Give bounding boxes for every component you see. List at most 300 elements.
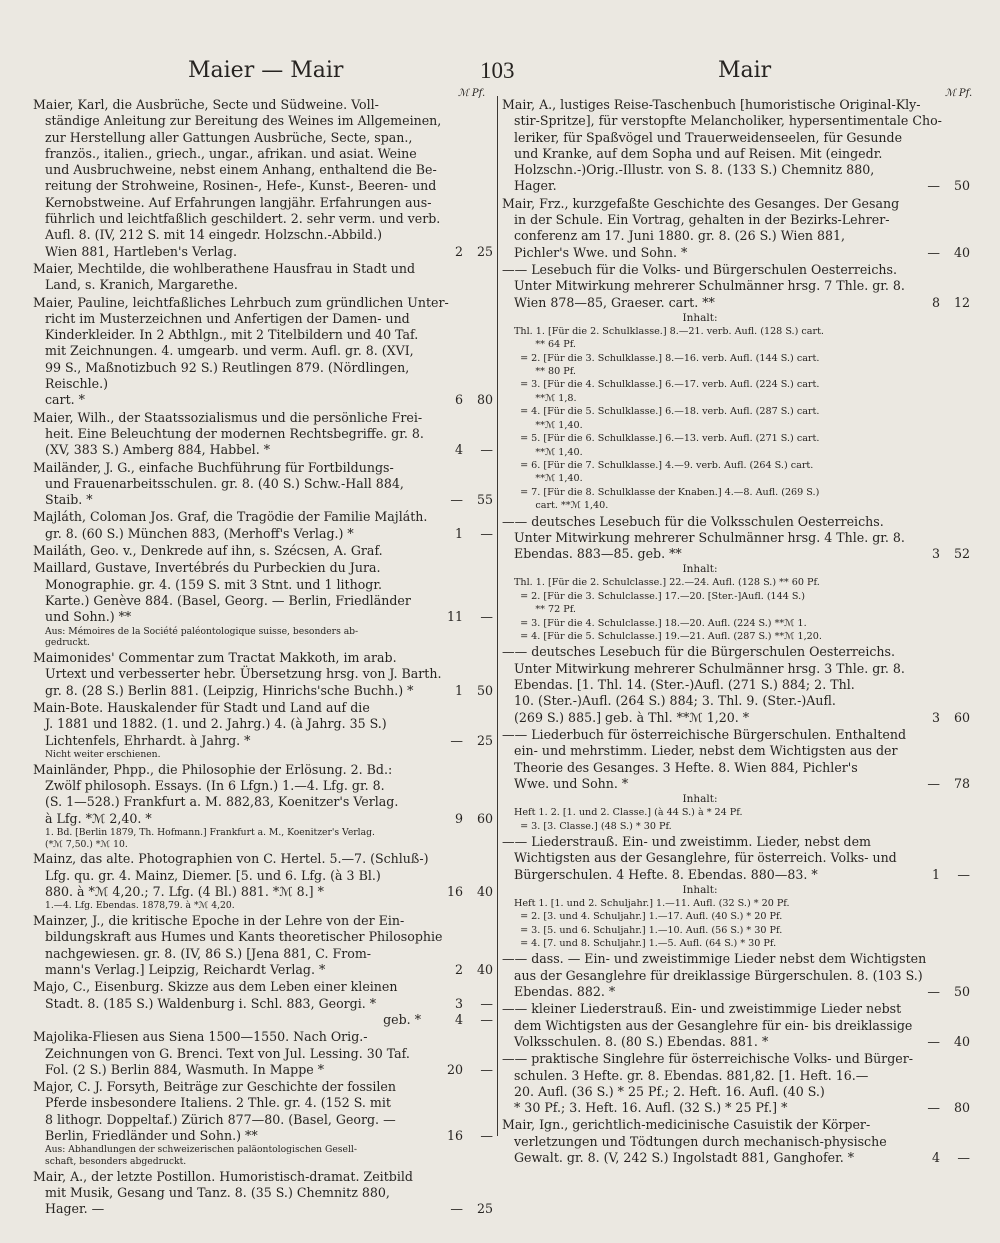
entry-text: Wwe. und Sohn. * xyxy=(514,775,629,791)
entry-text: gr. 8. (60 S.) München 883, (Merhoff's Verlag.) * xyxy=(45,525,354,541)
entry-line xyxy=(502,743,970,759)
entry-text: und Sohn.) ** xyxy=(45,609,132,625)
catalog-entry xyxy=(33,762,493,851)
price-pfennig: — xyxy=(480,609,493,625)
entry-line xyxy=(502,196,970,212)
entry-text: Gewalt. gr. 8. (V, 242 S.) Ingolstadt 881, Ganghofer. * xyxy=(514,1150,855,1166)
price-marks: 4 xyxy=(454,442,463,458)
entry-price xyxy=(421,996,493,1012)
entry-text: gr. 8. (28 S.) Berlin 881. (Leipzig, Hinrichs'sche Buchh.) * xyxy=(45,682,414,698)
entry-text: Zeichnungen von G. Brenci. Text von Jul. Lessing. 30 Taf. xyxy=(45,1045,410,1061)
entry-line xyxy=(33,1062,493,1078)
entry-text: Mainländer, Phpp., die Philosophie der Erlösung. 2. Bd.: xyxy=(33,761,393,777)
entry-line xyxy=(33,130,493,146)
entry-price xyxy=(421,962,493,978)
price-marks: 2 xyxy=(454,962,463,978)
entry-line xyxy=(33,996,493,1012)
left-column xyxy=(33,96,493,1218)
price-pfennig: — xyxy=(480,995,493,1011)
entry-line xyxy=(502,661,970,677)
price-pfennig: 25 xyxy=(476,243,493,259)
entry-line xyxy=(33,683,493,699)
entry-line xyxy=(33,1095,493,1111)
entry-line xyxy=(502,1100,970,1116)
entry-line xyxy=(502,295,970,311)
price-marks: — xyxy=(927,1033,940,1049)
entry-text: heit. Eine Beleuchtung der modernen Rechtsbegriffe. gr. 8. xyxy=(45,425,424,441)
entry-text: —— Lesebuch für die Volks- und Bürgerschulen Oesterreichs. xyxy=(502,261,897,277)
price-pfennig: — xyxy=(957,866,970,882)
catalog-entry xyxy=(33,295,493,409)
price-pfennig: 40 xyxy=(953,244,970,260)
entry-line xyxy=(33,1201,493,1217)
price-pfennig: — xyxy=(480,1128,493,1143)
price-pfennig: — xyxy=(480,442,493,458)
entry-line xyxy=(33,277,493,293)
entry-text: dem Wichtigsten aus der Gesanglehre für ein- bis dreiklassige xyxy=(514,1017,913,1033)
price-pfennig: 40 xyxy=(476,884,493,900)
entry-text: (XV, 383 S.) Amberg 884, Habbel. * xyxy=(45,442,270,458)
entry-line xyxy=(502,178,970,194)
entry-line xyxy=(502,867,970,883)
entry-price xyxy=(421,733,493,749)
page-number: 103 xyxy=(480,58,515,83)
entry-line xyxy=(502,1084,970,1100)
entry-line xyxy=(33,962,493,978)
catalog-entry xyxy=(33,700,493,761)
entry-price xyxy=(421,492,493,508)
price-marks: — xyxy=(927,1100,940,1116)
entry-line xyxy=(502,1018,970,1034)
entry-text: Maier, Karl, die Ausbrüche, Secte und Südweine. Voll- xyxy=(33,97,379,112)
catalog-entry xyxy=(33,1169,493,1218)
price-marks: 16 xyxy=(446,884,463,900)
entry-line xyxy=(502,776,970,792)
entry-line xyxy=(33,577,493,593)
entry-text: leriker, für Spaßvögel und Trauerweidenseelen, für Gesunde xyxy=(514,129,903,145)
price-marks: — xyxy=(927,984,940,1000)
entry-price xyxy=(421,1201,493,1217)
entry-line xyxy=(33,146,493,162)
price-pfennig: 12 xyxy=(953,294,970,310)
price-marks: 3 xyxy=(454,995,463,1011)
entry-price xyxy=(898,984,970,1000)
catalog-entry xyxy=(502,834,970,951)
entry-text: und Ausbruchweine, nebst einem Anhang, enthaltend die Be- xyxy=(45,162,437,178)
entry-line xyxy=(33,1185,493,1201)
entry-text: Wien 881, Hartleben's Verlag. xyxy=(45,243,237,259)
entry-line xyxy=(33,360,493,376)
contents-line: ** 64 Pf. xyxy=(514,339,576,351)
contents-line: = 5. [Für die 6. Schulklasse.] 6.—13. verb. Aufl. (271 S.) cart. xyxy=(514,433,820,445)
entry-line xyxy=(33,195,493,211)
price-marks: 1 xyxy=(454,525,463,541)
entry-text: 8 lithogr. Doppeltaf.) Zürich 877—80. (Basel, Georg. — xyxy=(45,1111,396,1127)
price-marks: 11 xyxy=(446,609,463,625)
entry-line xyxy=(502,834,970,850)
price-pfennig: 25 xyxy=(476,732,493,748)
entry-line xyxy=(33,543,493,559)
price-marks: 16 xyxy=(446,1128,463,1143)
contents-line: = 3. [Für die 4. Schulclasse.] 18.—20. Aufl. (224 S.) **ℳ 1. xyxy=(514,617,807,629)
entry-line xyxy=(502,644,970,660)
catalog-entry xyxy=(33,979,493,1028)
entry-text: Pferde insbesondere Italiens. 2 Thle. gr. 4. (152 S. mit xyxy=(45,1095,391,1111)
entry-note: 1.—4. Lfg. Ebendas. 1878,79. à *ℳ 4,20. xyxy=(45,900,235,912)
entry-price xyxy=(898,245,970,261)
contents-line: = 4. [Für die 5. Schulclasse.] 19.—21. Aufl. (287 S.) **ℳ 1,20. xyxy=(514,631,822,643)
entry-text: (S. 1—528.) Frankfurt a. M. 882,83, Koenitzer's Verlag. xyxy=(45,794,399,810)
entry-text: Mair, A., lustiges Reise-Taschenbuch [humoristische Original-Kly- xyxy=(502,97,921,112)
entry-line xyxy=(502,278,970,294)
entry-text: Aufl. 8. (IV, 212 S. mit 14 eingedr. Holzschn.-Abbild.) xyxy=(45,227,382,243)
entry-text: 99 S., Maßnotizbuch 92 S.) Reutlingen 879. (Nördlingen, xyxy=(45,359,410,375)
entry-note: 1. Bd. [Berlin 1879, Th. Hofmann.] Frankfurt a. M., Koenitzer's Verlag. xyxy=(45,826,375,838)
price-pfennig: 25 xyxy=(476,1201,493,1217)
price-marks: — xyxy=(450,1201,463,1217)
entry-line xyxy=(33,1169,493,1185)
catalog-entry xyxy=(502,196,970,261)
entry-price xyxy=(421,1062,493,1078)
entry-line xyxy=(33,476,493,492)
entry-line xyxy=(33,178,493,194)
catalog-entry xyxy=(33,97,493,260)
entry-text: Bürgerschulen. 4 Hefte. 8. Ebendas. 880—83. * xyxy=(514,866,818,882)
entry-text: Ebendas. [1. Thl. 14. (Ster.-)Aufl. (271 S.) 884; 2. Thl. xyxy=(514,677,855,693)
entry-line xyxy=(502,245,970,261)
entry-line xyxy=(502,113,970,129)
entry-line xyxy=(33,460,493,476)
entry-text: —— dass. — Ein- und zweistimmige Lieder nebst dem Wichtigsten xyxy=(502,951,927,967)
contents-line: = 4. [7. und 8. Schuljahr.] 1.—5. Aufl. (64 S.) * 30 Pf. xyxy=(514,938,777,950)
entry-text: Unter Mitwirkung mehrerer Schulmänner hrsg. 7 Thle. gr. 8. xyxy=(514,278,905,294)
contents-line: = 2. [Für die 3. Schulklasse.] 8.—16. verb. Aufl. (144 S.) cart. xyxy=(514,352,820,364)
entry-text: Wien 878—85, Graeser. cart. ** xyxy=(514,294,715,310)
entry-text: Mailáth, Geo. v., Denkrede auf ihn, s. Szécsen, A. Graf. xyxy=(33,543,383,559)
entry-text: richt im Musterzeichnen und Anfertigen der Damen- und xyxy=(45,310,410,326)
entry-line xyxy=(33,376,493,392)
entry-line xyxy=(33,700,493,716)
entry-price xyxy=(898,1034,970,1050)
catalog-entry xyxy=(502,1051,970,1116)
price-marks: 6 xyxy=(454,392,463,408)
contents-line: = 3. [Für die 4. Schulklasse.] 6.—17. verb. Aufl. (224 S.) cart. xyxy=(514,379,820,391)
entry-line xyxy=(502,677,970,693)
entry-text: Lichtenfels, Ehrhardt. à Jahrg. * xyxy=(45,732,251,748)
entry-line xyxy=(33,1079,493,1095)
entry-text: und Kranke, auf dem Sopha und auf Reisen. Mit (eingedr. xyxy=(514,145,883,161)
price-marks: 1 xyxy=(931,866,940,882)
entry-text: —— deutsches Lesebuch für die Bürgerschulen Oesterreichs. xyxy=(502,644,895,660)
entry-line xyxy=(33,261,493,277)
entry-text: französ., italien., griech., ungar., afrikan. und asiat. Weine xyxy=(45,145,417,161)
entry-line xyxy=(33,1128,493,1144)
entry-line xyxy=(502,162,970,178)
entry-text: Ebendas. 883—85. geb. ** xyxy=(514,546,682,562)
entry-line xyxy=(33,666,493,682)
entry-text: Mailänder, J. G., einfache Buchführung für Fortbildungs- xyxy=(33,459,394,475)
entry-text: conferenz am 17. Juni 1880. gr. 8. (26 S.) Wien 881, xyxy=(514,228,846,244)
entry-text: Main-Bote. Hauskalender für Stadt und Land auf die xyxy=(33,699,370,715)
contents-heading: Inhalt: xyxy=(682,311,718,324)
entry-price xyxy=(898,546,970,562)
entry-text: Mainz, das alte. Photographien von C. Hertel. 5.—7. (Schluß-) xyxy=(33,851,429,867)
entry-text: Mainzer, J., die kritische Epoche in der Lehre von der Ein- xyxy=(33,913,405,929)
entry-text: Fol. (2 S.) Berlin 884, Wasmuth. In Mappe * xyxy=(45,1061,325,1077)
entry-text: cart. * xyxy=(45,392,85,408)
catalog-entry xyxy=(33,560,493,649)
contents-heading: Inhalt: xyxy=(682,563,718,576)
entry-text: stir-Spritze], für verstopfte Melancholiker, hypersentimentale Cho- xyxy=(514,113,942,129)
entry-line xyxy=(33,311,493,327)
entry-text: —— Liederstrauß. Ein- und zweistimm. Lieder, nebst dem xyxy=(502,833,871,849)
contents-line: = 3. [5. und 6. Schuljahr.] 1.—10. Aufl. (56 S.) * 30 Pf. xyxy=(514,924,783,936)
entry-line xyxy=(502,760,970,776)
entry-note: Nicht weiter erschienen. xyxy=(45,748,161,760)
entry-text: bildungskraft aus Humes und Kants theoretischer Philosophie xyxy=(45,929,443,945)
entry-line xyxy=(33,778,493,794)
entry-note: schaft, besonders abgedruckt. xyxy=(45,1156,187,1168)
entry-price xyxy=(421,683,493,699)
entry-line xyxy=(33,526,493,542)
entry-text: Volksschulen. 8. (80 S.) Ebendas. 881. * xyxy=(514,1033,769,1049)
entry-text: nachgewiesen. gr. 8. (IV, 86 S.) [Jena 881, C. From- xyxy=(45,945,372,961)
price-pfennig: 60 xyxy=(953,709,970,725)
entry-text: Theorie des Gesanges. 3 Hefte. 8. Wien 884, Pichler's xyxy=(514,759,858,775)
entry-line xyxy=(33,733,493,749)
entry-line xyxy=(502,1051,970,1067)
entry-text: führlich und leichtfaßlich geschildert. 2. sehr verm. und verb. xyxy=(45,211,441,227)
entry-line xyxy=(33,1029,493,1045)
entry-text: à Lfg. *ℳ 2,40. * xyxy=(45,810,152,826)
entry-line xyxy=(33,851,493,867)
running-head-right: Mair xyxy=(718,58,772,83)
entry-text: Ebendas. 882. * xyxy=(514,984,616,1000)
price-pfennig: — xyxy=(957,1150,970,1166)
entry-text: Monographie. gr. 4. (159 S. mit 3 Stnt. und 1 lithogr. xyxy=(45,576,383,592)
entry-text: Land, s. Kranich, Margarethe. xyxy=(45,277,238,293)
entry-text: —— Liederbuch für österreichische Bürgerschulen. Enthaltend xyxy=(502,726,907,742)
entry-price xyxy=(421,244,493,260)
entry-line xyxy=(33,327,493,343)
currency-mark-left: ℳ Pf. xyxy=(458,88,486,99)
entry-line xyxy=(502,514,970,530)
contents-line: = 7. [Für die 8. Schulklasse der Knaben.] 4.—8. Aufl. (269 S.) xyxy=(514,486,820,498)
entry-text: —— kleiner Liederstrauß. Ein- und zweistimmige Lieder nebst xyxy=(502,1001,902,1017)
entry-line xyxy=(502,1068,970,1084)
contents-line: **ℳ 1,40. xyxy=(514,419,583,431)
price-pfennig: 60 xyxy=(476,810,493,826)
entry-text: Maier, Pauline, leichtfaßliches Lehrbuch zum gründlichen Unter- xyxy=(33,294,449,310)
entry-price xyxy=(421,1012,493,1028)
entry-line xyxy=(33,884,493,900)
entry-line xyxy=(502,968,970,984)
entry-note: Aus: Abhandlungen der schweizerischen paläontologischen Gesell- xyxy=(45,1144,357,1156)
entry-text: zur Herstellung aller Gattungen Ausbrüche, Secte, span., xyxy=(45,129,413,145)
entry-text: verletzungen und Tödtungen durch mechanisch-physische xyxy=(514,1133,887,1149)
entry-price xyxy=(898,710,970,726)
catalog-entry xyxy=(33,509,493,542)
entry-text: aus der Gesanglehre für dreiklassige Bürgerschulen. 8. (103 S.) xyxy=(514,967,923,983)
entry-text: ein- und mehrstimm. Lieder, nebst dem Wichtigsten aus der xyxy=(514,743,898,759)
right-column xyxy=(502,96,970,1166)
entry-price xyxy=(421,392,493,408)
entry-price xyxy=(421,811,493,827)
price-pfennig: 40 xyxy=(953,1033,970,1049)
entry-note: gedruckt. xyxy=(45,637,90,649)
entry-note: (*ℳ 7,50.) *ℳ 10. xyxy=(45,838,128,850)
price-marks: 4 xyxy=(454,1011,463,1027)
entry-line xyxy=(33,426,493,442)
entry-text: Pichler's Wwe. und Sohn. * xyxy=(514,244,688,260)
entry-line xyxy=(33,1112,493,1128)
entry-text: Maier, Mechtilde, die wohlberathene Hausfrau in Stadt und xyxy=(33,260,416,276)
entry-line xyxy=(33,410,493,426)
catalog-entry xyxy=(502,262,970,513)
entry-text: Mair, A., der letzte Postillon. Humoristisch-dramat. Zeitbild xyxy=(33,1168,413,1184)
entry-text: Kernobstweine. Auf Erfahrungen langjähr. Erfahrungen aus- xyxy=(45,194,432,210)
entry-line xyxy=(33,97,493,113)
entry-line xyxy=(502,212,970,228)
catalog-entry xyxy=(33,1079,493,1168)
entry-text: Hager. xyxy=(514,178,557,194)
entry-text: Majláth, Coloman Jos. Graf, die Tragödie der Familie Majláth. xyxy=(33,509,428,525)
entry-price xyxy=(898,295,970,311)
entry-line xyxy=(33,794,493,810)
catalog-entry xyxy=(502,1001,970,1050)
catalog-entry xyxy=(33,851,493,912)
entry-text: (269 S.) 885.] geb. à Thl. **ℳ 1,20. * xyxy=(514,709,750,725)
entry-text: Major, C. J. Forsyth, Beiträge zur Geschichte der fossilen xyxy=(33,1079,396,1095)
catalog-entry xyxy=(33,460,493,509)
column-divider xyxy=(497,96,498,1136)
contents-heading: Inhalt: xyxy=(682,793,718,806)
catalog-entry xyxy=(502,644,970,725)
entry-line xyxy=(33,442,493,458)
catalog-entry xyxy=(33,410,493,459)
entry-line xyxy=(33,509,493,525)
entry-line xyxy=(33,650,493,666)
catalog-entry xyxy=(502,1117,970,1166)
entry-line xyxy=(33,1046,493,1062)
entry-line xyxy=(33,211,493,227)
entry-line xyxy=(33,560,493,576)
entry-line xyxy=(33,929,493,945)
contents-line: = 2. [Für die 3. Schulclasse.] 17.—20. [Ster.-]Aufl. (144 S.) xyxy=(514,590,805,602)
entry-line xyxy=(502,262,970,278)
price-marks: — xyxy=(927,775,940,791)
entry-line xyxy=(33,979,493,995)
contents-line: Heft 1. [1. und 2. Schuljahr.] 1.—11. Aufl. (32 S.) * 20 Pf. xyxy=(514,897,790,909)
entry-line xyxy=(33,913,493,929)
catalog-entry xyxy=(33,543,493,559)
price-pfennig: 50 xyxy=(953,178,970,194)
entry-price xyxy=(898,776,970,792)
entry-line xyxy=(33,392,493,408)
catalog-entry xyxy=(33,261,493,294)
price-pfennig: 80 xyxy=(953,1100,970,1116)
catalog-entry xyxy=(502,97,970,195)
entry-text: reitung der Strohweine, Rosinen-, Hefe-, Kunst-, Beeren- und xyxy=(45,178,437,194)
entry-line xyxy=(502,146,970,162)
price-pfennig: 78 xyxy=(953,775,970,791)
entry-text: und Frauenarbeitsschulen. gr. 8. (40 S.) Schw.-Hall 884, xyxy=(45,475,404,491)
entry-line xyxy=(502,951,970,967)
price-marks: 8 xyxy=(931,294,940,310)
entry-line xyxy=(502,1034,970,1050)
contents-line: Thl. 1. [Für die 2. Schulclasse.] 22.—24. Aufl. (128 S.) ** 60 Pf. xyxy=(514,577,820,589)
entry-text: Holzschn.-)Orig.-Illustr. von S. 8. (133 S.) Chemnitz 880, xyxy=(514,162,875,178)
catalog-entry xyxy=(502,951,970,1000)
price-marks: 1 xyxy=(454,682,463,698)
entry-text: Berlin, Friedländer und Sohn.) ** xyxy=(45,1128,258,1143)
contents-line: Heft 1. 2. [1. und 2. Classe.] (à 44 S.) à * 24 Pf. xyxy=(514,807,743,819)
entry-line xyxy=(502,97,970,113)
entry-price xyxy=(421,442,493,458)
entry-line xyxy=(33,946,493,962)
entry-text: mit Zeichnungen. 4. umgearb. und verm. Aufl. gr. 8. (XVI, xyxy=(45,343,414,359)
contents-line: ** 72 Pf. xyxy=(514,604,576,616)
entry-line xyxy=(33,244,493,260)
contents-line: = 2. [3. und 4. Schuljahr.] 1.—17. Aufl. (40 S.) * 20 Pf. xyxy=(514,911,783,923)
price-pfennig: 52 xyxy=(953,546,970,562)
entry-line xyxy=(33,162,493,178)
entry-text: Urtext und verbesserter hebr. Übersetzung hrsg. von J. Barth. xyxy=(45,666,442,682)
price-marks: — xyxy=(927,244,940,260)
entry-line xyxy=(33,1012,493,1028)
price-marks: — xyxy=(450,492,463,508)
price-pfennig: 55 xyxy=(476,492,493,508)
entry-line xyxy=(502,546,970,562)
entry-line xyxy=(33,716,493,732)
entry-text: mit Musik, Gesang und Tanz. 8. (35 S.) Chemnitz 880, xyxy=(45,1185,390,1201)
contents-line: **ℳ 1,40. xyxy=(514,446,583,458)
entry-text: ständige Anleitung zur Bereitung des Weines im Allgemeinen, xyxy=(45,113,442,129)
entry-price xyxy=(421,1128,493,1144)
entry-note: Aus: Mémoires de la Société paléontologique suisse, besonders ab- xyxy=(45,625,359,637)
entry-text: Maimonides' Commentar zum Tractat Makkoth, im arab. xyxy=(33,650,397,666)
entry-price xyxy=(898,178,970,194)
entry-text: Mair, Frz., kurzgefaßte Geschichte des Gesanges. Der Gesang xyxy=(502,195,900,211)
entry-line xyxy=(33,113,493,129)
running-head-left: Maier — Mair xyxy=(188,58,344,83)
entry-text: Unter Mitwirkung mehrerer Schulmänner hrsg. 3 Thle. gr. 8. xyxy=(514,660,905,676)
entry-text: Maier, Wilh., der Staatssozialismus und die persönliche Frei- xyxy=(33,409,423,425)
price-marks: 20 xyxy=(446,1061,463,1077)
price-pfennig: 80 xyxy=(476,392,493,408)
entry-text: Karte.) Genève 884. (Basel, Georg. — Berlin, Friedländer xyxy=(45,592,411,608)
price-pfennig: — xyxy=(480,1061,493,1077)
entry-text: —— deutsches Lesebuch für die Volksschulen Oesterreichs. xyxy=(502,513,884,529)
entry-line xyxy=(502,850,970,866)
entry-line xyxy=(33,868,493,884)
entry-text: Zwölf philosoph. Essays. (In 6 Lfgn.) 1.—4. Lfg. gr. 8. xyxy=(45,777,385,793)
contents-line: = 3. [3. Classe.] (48 S.) * 30 Pf. xyxy=(514,820,672,832)
catalog-entry xyxy=(33,1029,493,1078)
entry-text: Reischle.) xyxy=(45,376,108,392)
entry-text: 10. (Ster.-)Aufl. (264 S.) 884; 3. Thl. 9. (Ster.-)Aufl. xyxy=(514,693,836,709)
entry-text: Mair, Ign., gerichtlich-medicinische Casuistik der Körper- xyxy=(502,1117,871,1133)
entry-line xyxy=(33,227,493,243)
entry-line xyxy=(33,811,493,827)
entry-text: Maillard, Gustave, Invertébrés du Purbeckien du Jura. xyxy=(33,560,381,576)
entry-line xyxy=(502,727,970,743)
entry-price xyxy=(898,867,970,883)
price-pfennig: — xyxy=(480,525,493,541)
entry-text: Majolika-Fliesen aus Siena 1500—1550. Nach Orig.- xyxy=(33,1029,368,1045)
entry-text: schulen. 3 Hefte. gr. 8. Ebendas. 881,82. [1. Heft. 16.— xyxy=(514,1067,869,1083)
entry-text: J. 1881 und 1882. (1. und 2. Jahrg.) 4. (à Jahrg. 35 S.) xyxy=(45,716,387,732)
